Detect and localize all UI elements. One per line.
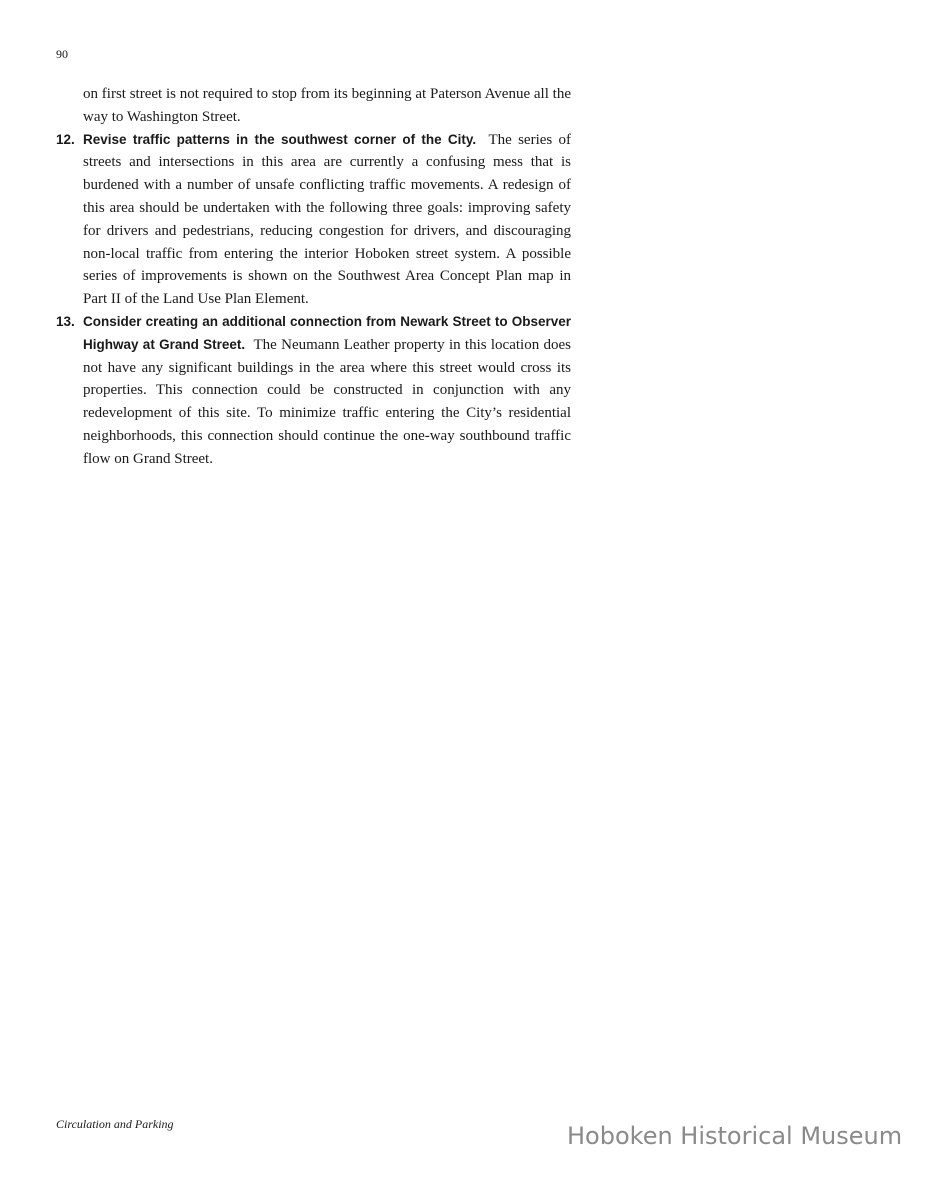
item-number: 12.	[56, 131, 75, 147]
list-item-13	[56, 311, 571, 471]
footer-section-title: Circulation and Parking	[56, 1117, 174, 1131]
item-heading: Revise traffic patterns in the southwest corner of the City.	[83, 131, 477, 147]
page-number: 90	[56, 47, 68, 61]
item-number: 13.	[56, 313, 75, 329]
list-item-12	[56, 129, 571, 311]
item-body: The Neumann Leather property in this location does not have any significant buildings in the area where this street would cross its properties. This connection could be constructed in conjunction with any redevelopment of this site. To minimize traffic entering the City’s residential neighborhoods, this connection should continue the one-way southbound traffic flow on Grand Street.	[83, 336, 571, 467]
watermark: Hoboken Historical Museum	[567, 1122, 903, 1150]
item-body: The series of streets and intersections in this area are currently a confusing mess that is burdened with a number of unsafe conflicting traffic movements. A redesign of this area should be undertaken with the following three goals: improving safety for drivers and pedestrians, reducing congestion for drivers, and discouraging non-local traffic from entering the interior Hoboken street system. A possible series of improvements is shown on the Southwest Area Concept Plan map in Part II of the Land Use Plan Element.	[83, 131, 572, 308]
item-heading: Consider creating an additional connection from Newark Street to Observer Highway at Grand Street.	[83, 313, 571, 352]
continuation-paragraph: on first street is not required to stop from its beginning at Paterson Avenue all the way to Washington Street.	[83, 86, 571, 125]
document-body	[56, 83, 571, 471]
